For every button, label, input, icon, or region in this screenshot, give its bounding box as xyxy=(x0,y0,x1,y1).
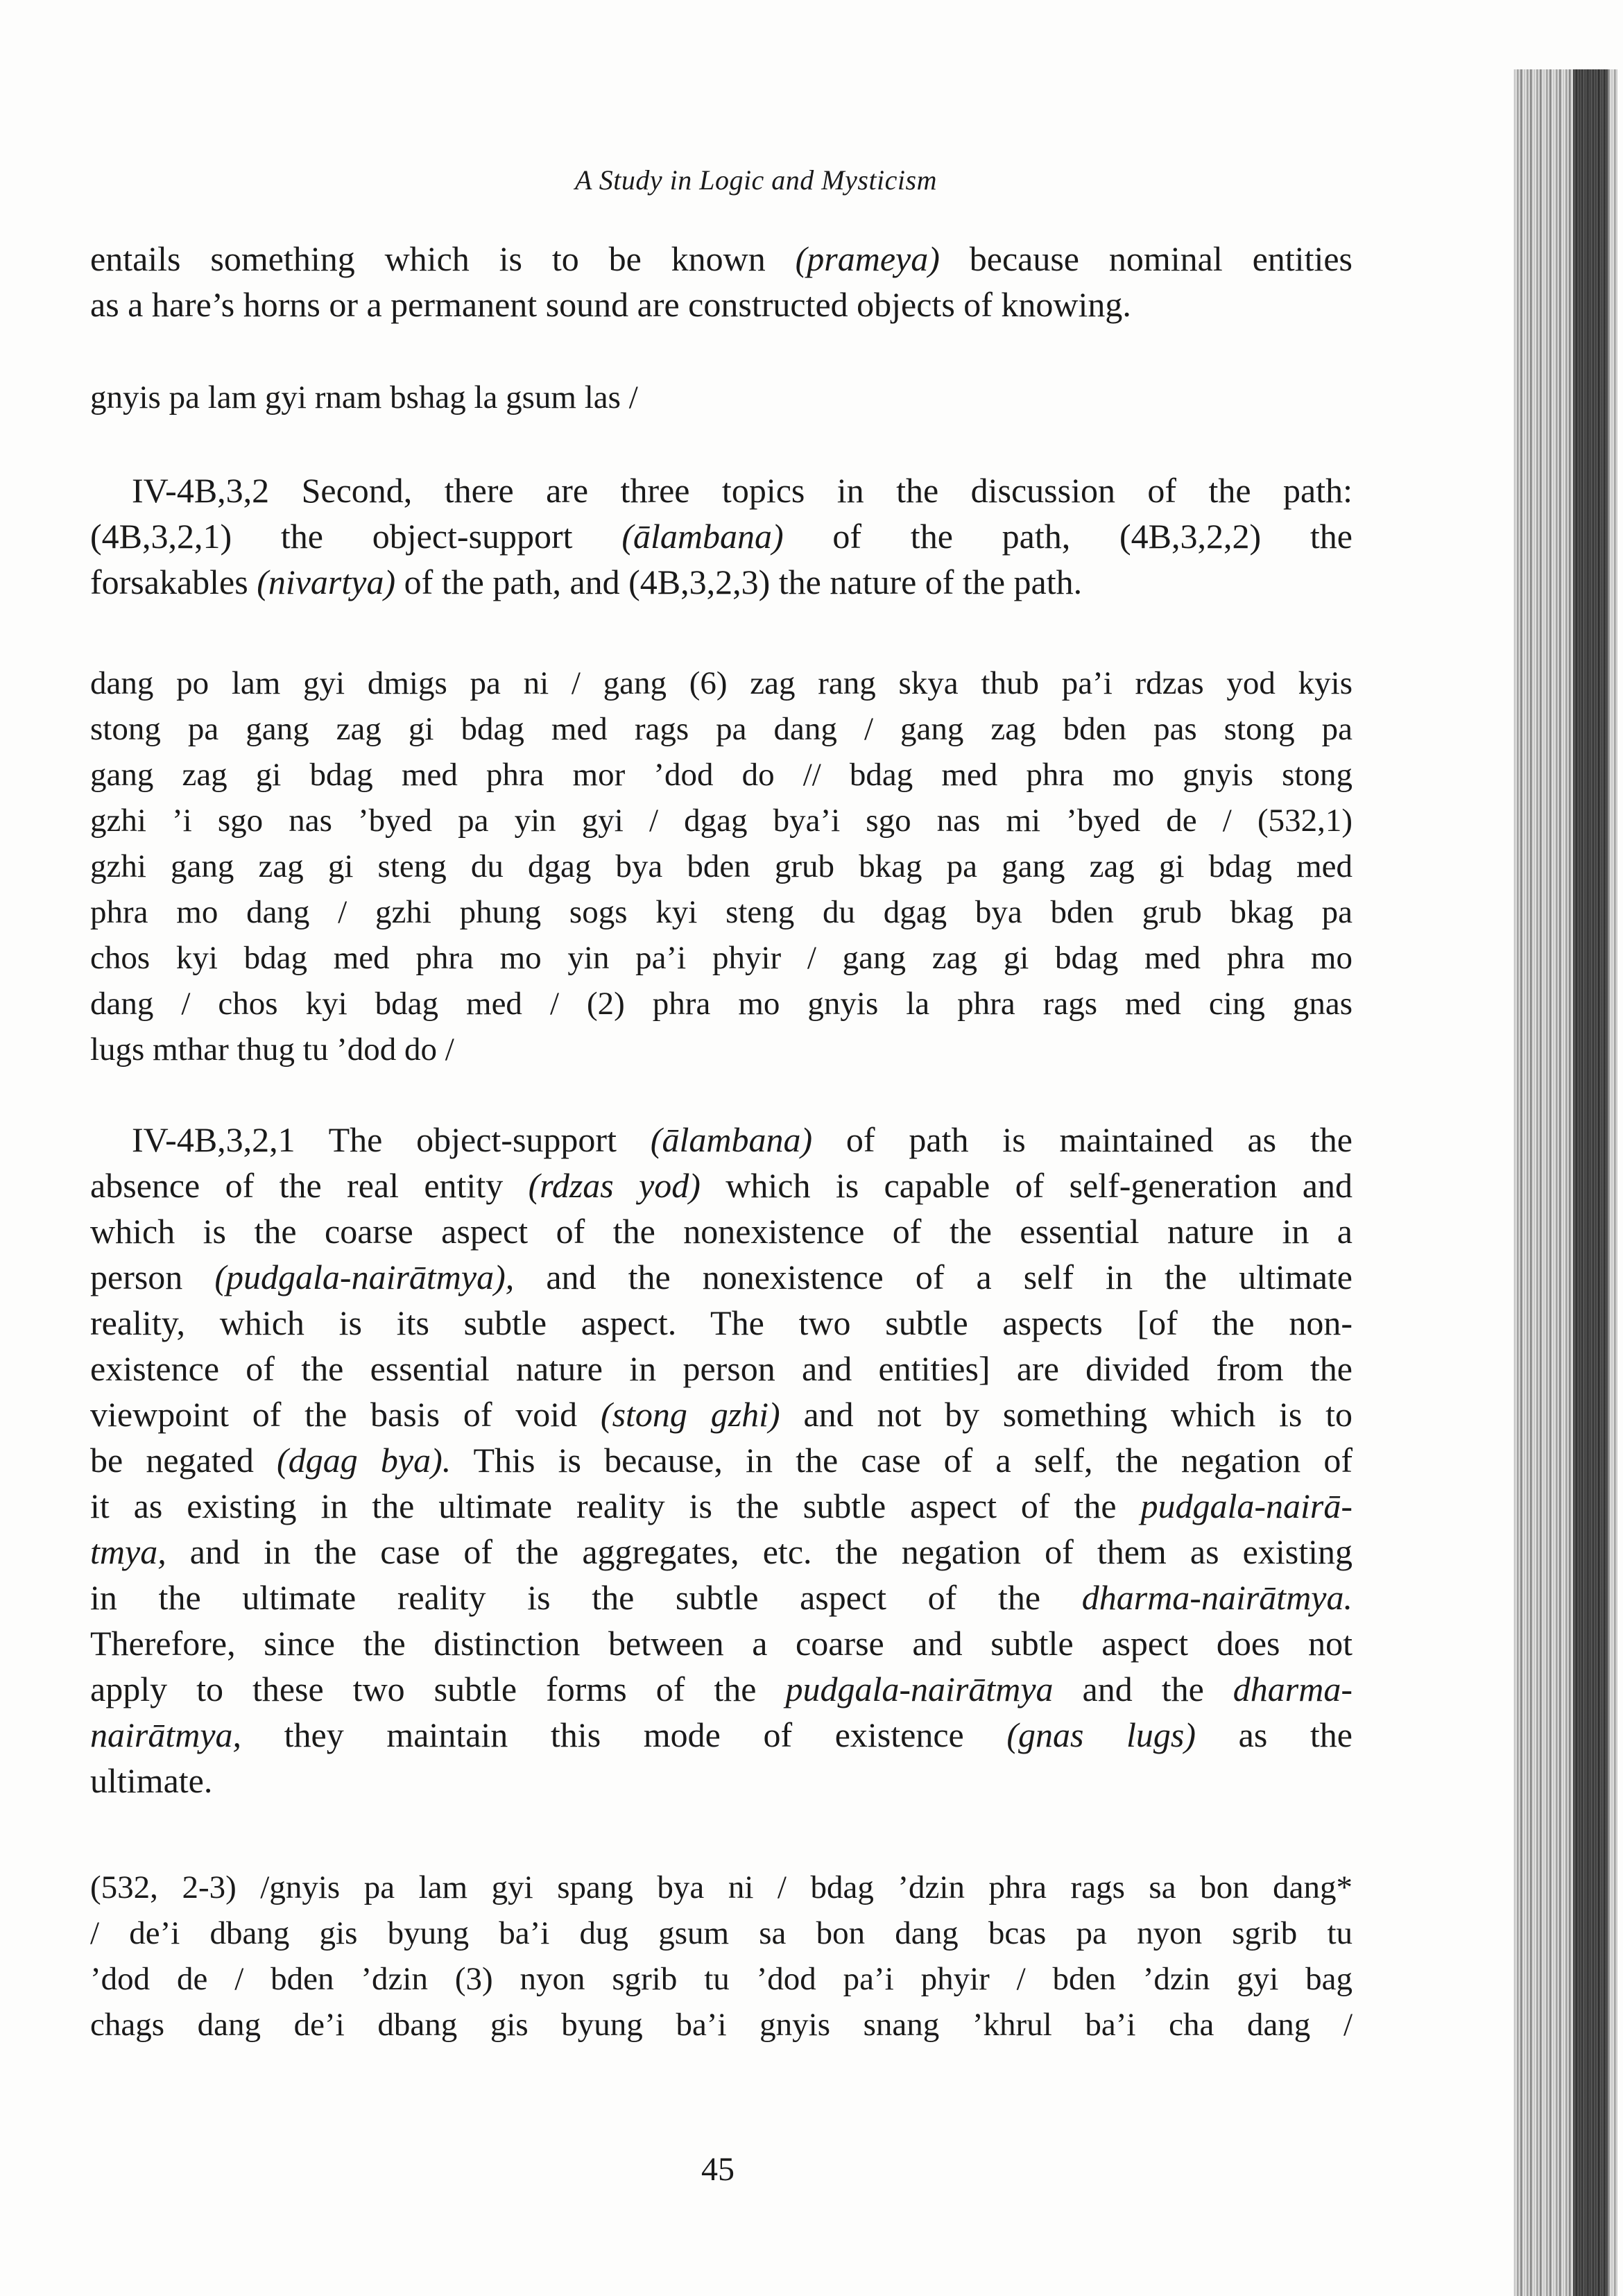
text-line: dang / chos kyi bdag med / (2) phra mo gnyis la phra rags med cing gnas xyxy=(90,986,1352,1022)
text-line: lugs mthar thug tu ’dod do / xyxy=(90,1031,454,1068)
text-line: tmya, and in the case of the aggregates, etc. the negation of them as existing xyxy=(90,1532,1352,1571)
page-number: 45 xyxy=(701,2151,735,2188)
text-line: it as existing in the ultimate reality is the subtle aspect of the pudgala-nairā- xyxy=(90,1487,1352,1525)
tibetan-passage xyxy=(90,660,1352,1072)
paragraph-continuation xyxy=(90,236,1352,327)
text-line: existence of the essential nature in person and entities] are divided from the xyxy=(90,1349,1352,1388)
text-line: ultimate. xyxy=(90,1761,213,1800)
text-line: stong pa gang zag gi bdag med rags pa dang / gang zag bden pas stong pa xyxy=(90,711,1352,747)
text-line: dang po lam gyi dmigs pa ni / gang (6) zag rang skya thub pa’i rdzas yod kyis xyxy=(90,665,1352,701)
text-line: apply to these two subtle forms of the pudgala-nairātmya and the dharma- xyxy=(90,1670,1352,1708)
tibetan-passage xyxy=(90,1865,1352,2048)
text-line: chags dang de’i dbang gis byung ba’i gnyis snang ’khrul ba’i cha dang / xyxy=(90,2007,1352,2043)
text-line: gzhi ’i sgo nas ’byed pa yin gyi / dgag bya’i sgo nas mi ’byed de / (532,1) xyxy=(90,803,1352,839)
translation-paragraph xyxy=(90,468,1352,605)
text-line: (4B,3,2,1) the object-support (ālambana) of the path, (4B,3,2,2) the xyxy=(90,517,1352,556)
text-line: forsakables (nivartya) of the path, and (4B,3,2,3) the nature of the path. xyxy=(90,563,1083,601)
text-line: be negated (dgag bya). This is because, in the case of a self, the negation of xyxy=(90,1441,1352,1480)
text-line: entails something which is to be known (prameya) because nominal entities xyxy=(90,239,1353,278)
running-head: A Study in Logic and Mysticism xyxy=(575,164,937,196)
text-line: chos kyi bdag med phra mo yin pa’i phyir / gang zag gi bdag med phra mo xyxy=(90,940,1352,976)
text-line: as a hare’s horns or a permanent sound are constructed objects of knowing. xyxy=(90,285,1131,324)
text-line: reality, which is its subtle aspect. The two subtle aspects [of the non- xyxy=(90,1303,1352,1342)
text-line: IV-4B,3,2,1 The object-support (ālambana) of path is maintained as the xyxy=(132,1120,1352,1159)
text-line: which is the coarse aspect of the nonexistence of the essential nature in a xyxy=(90,1212,1352,1251)
scan-edge-binding xyxy=(1573,69,1608,2296)
tibetan-passage xyxy=(90,375,1352,420)
text-line: IV-4B,3,2 Second, there are three topics in the discussion of the path: xyxy=(132,471,1352,510)
text-line: gzhi gang zag gi steng du dgag bya bden grub bkag pa gang zag gi bdag med xyxy=(90,848,1352,884)
text-line: in the ultimate reality is the subtle aspect of the dharma-nairātmya. xyxy=(90,1578,1352,1617)
text-line: / de’i dbang gis byung ba’i dug gsum sa bon dang bcas pa nyon sgrib tu xyxy=(90,1915,1352,1951)
text-line: person (pudgala-nairātmya), and the nonexistence of a self in the ultimate xyxy=(90,1258,1352,1296)
text-line: gang zag gi bdag med phra mor ’dod do // bdag med phra mo gnyis stong xyxy=(90,757,1352,793)
text-line: gnyis pa lam gyi rnam bshag la gsum las / xyxy=(90,379,638,415)
text-line: nairātmya, they maintain this mode of existence (gnas lugs) as the xyxy=(90,1715,1352,1754)
text-line: absence of the real entity (rdzas yod) which is capable of self-generation and xyxy=(90,1166,1352,1205)
text-line: ’dod de / bden ’dzin (3) nyon sgrib tu ’dod pa’i phyir / bden ’dzin gyi bag xyxy=(90,1961,1352,1997)
text-line: Therefore, since the distinction between a coarse and subtle aspect does not xyxy=(90,1624,1352,1663)
text-line: viewpoint of the basis of void (stong gzhi) and not by something which is to xyxy=(90,1395,1352,1434)
text-line: phra mo dang / gzhi phung sogs kyi steng du dgag bya bden grub bkag pa xyxy=(90,894,1352,930)
text-line: (532, 2-3) /gnyis pa lam gyi spang bya ni / bdag ’dzin phra rags sa bon dang* xyxy=(90,1869,1352,1905)
translation-paragraph xyxy=(90,1117,1352,1804)
